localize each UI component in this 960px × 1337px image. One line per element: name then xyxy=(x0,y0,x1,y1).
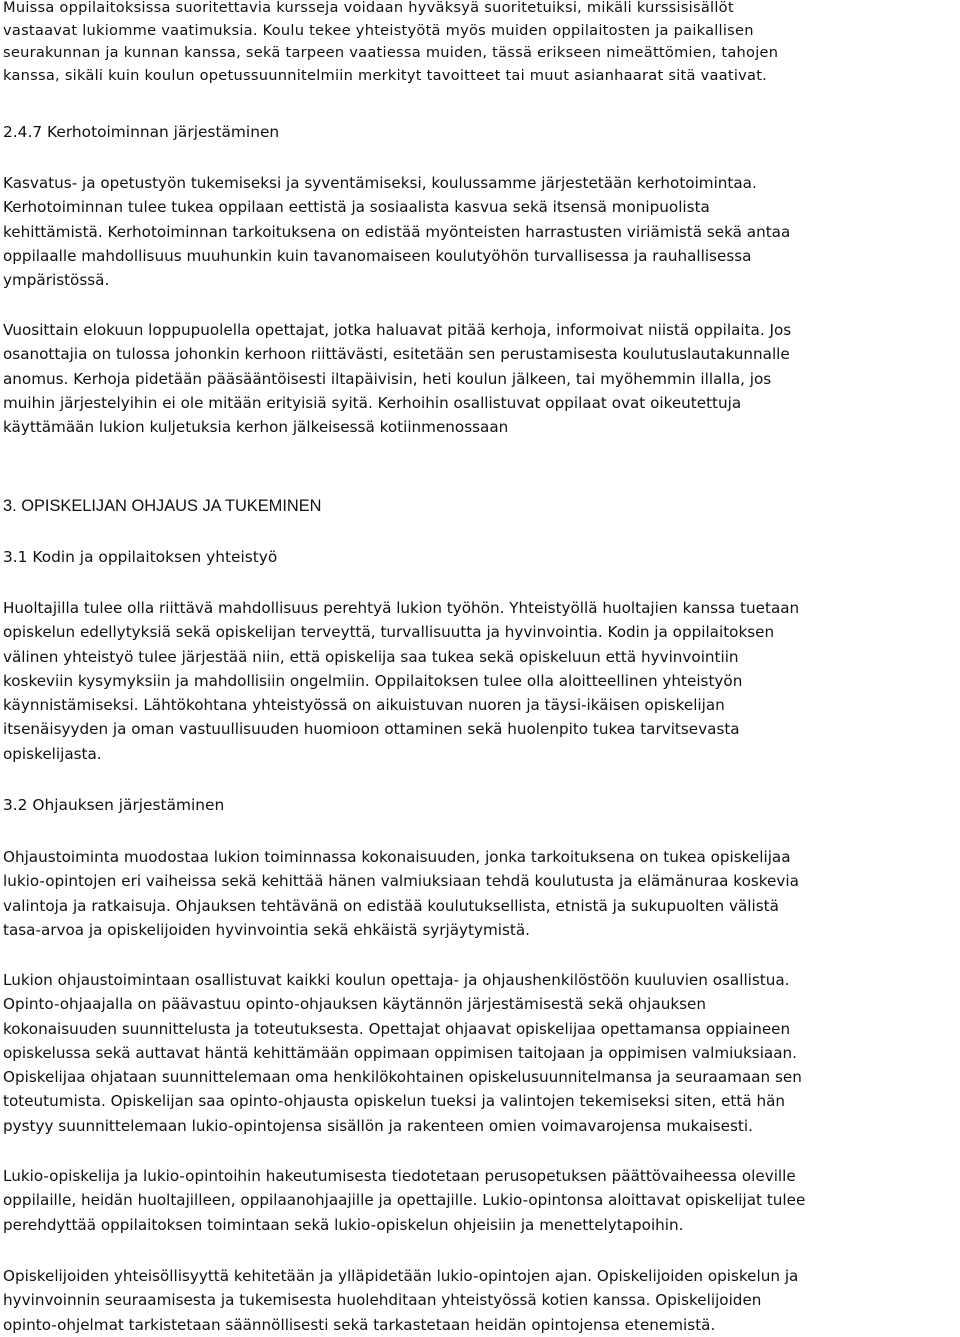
section-3-2-paragraph-1: Ohjaustoiminta muodostaa lukion toiminnassa kokonaisuuden, jonka tarkoituksena on tukea opiskelijaa lukio-opintojen eri vaiheissa sekä kehittää hänen valmiuksiaan tehdä koulutusta ja elämänuraa koskevia valintoja ja ratkaisuja. Ohjauksen tehtävänä on edistää koulutuksellista, etnistä ja sukupuolten välistä tasa-arvoa ja opiskelijoiden hyvinvointia sekä ehkäistä syrjäytymistä. xyxy=(3,848,799,939)
section-2-4-7-heading: 2.4.7 Kerhotoiminnan järjestäminen xyxy=(3,123,280,141)
chapter-3-title: 3. OPISKELIJAN OHJAUS JA TUKEMINEN xyxy=(3,497,322,515)
section-3-1-paragraph-1: Huoltajilla tulee olla riittävä mahdollisuus perehtyä lukion työhön. Yhteistyöllä huoltajien kanssa tuetaan opiskelun edellytyksiä sekä opiskelijan terveyttä, turvallisuutta ja hyvinvointia. Kodin ja oppilaitoksen välinen yhteistyö tulee järjestää niin, että opiskelija saa tukea sekä opiskeluun että hyvinvointiin koskeviin kysymyksiin ja mahdollisiin ongelmiin. Oppilaitoksen tulee olla aloitteellinen yhteistyön käynnistämiseksi. Lähtökohtana yhteistyössä on aikuistuvan nuoren ja täysi-ikäisen opiskelijan itsenäisyyden ja oman vastuullisuuden huomioon ottaminen sekä huolenpito tukea tarvitsevasta opiskelijasta. xyxy=(3,599,800,763)
section-3-1-heading: 3.1 Kodin ja oppilaitoksen yhteistyö xyxy=(3,548,278,566)
section-3-2-paragraph-4: Opiskelijoiden yhteisöllisyyttä kehitetään ja ylläpidetään lukio-opintojen ajan. Opiskelijoiden opiskelun ja hyvinvoinnin seuraamisesta ja tukemisesta huolehditaan yhteistyössä kotien kanssa. Opiskelijoiden opinto-ohjelmat tarkistetaan säännöllisesti sekä tarkastetaan heidän opintojensa etenemistä. xyxy=(3,1267,799,1334)
section-2-4-7-paragraph-1: Kasvatus- ja opetustyön tukemiseksi ja syventämiseksi, koulussamme järjestetään kerhotoimintaa. Kerhotoiminnan tulee tukea oppilaan eettistä ja sosiaalista kasvua sekä itsensä monipuolista kehittämistä. Kerhotoiminnan tarkoituksena on edistää myönteisten harrastusten viriämistä sekä antaa oppilaalle mahdollisuus muuhunkin kuin tavanomaiseen koulutyöhön turvallisessa ja rauhallisessa ympäristössä. xyxy=(3,174,791,290)
intro-paragraph: Muissa oppilaitoksissa suoritettavia kursseja voidaan hyväksyä suoritetuiksi, mikäli kurssisisällöt vastaavat lukiomme vaatimuksia. Koulu tekee yhteistyötä myös muiden oppilaitosten ja paikallisen seurakunnan ja kunnan kanssa, sekä tarpeen vaatiessa muiden, tässä erikseen nimeättömien, tahojen kanssa, sikäli kuin koulun opetussuunnitelmiin merkityt tavoitteet tai muut asianhaarat sitä vaativat. xyxy=(3,0,779,84)
section-3-2-paragraph-2: Lukion ohjaustoimintaan osallistuvat kaikki koulun opettaja- ja ohjaushenkilöstöön kuuluvien osallistua. Opinto-ohjaajalla on päävastuu opinto-ohjauksen käytännön järjestämisestä sekä ohjauksen kokonaisuuden suunnittelusta ja toteutuksesta. Opettajat ohjaavat opiskelijaa opettamansa oppiaineen opiskelussa sekä auttavat häntä kehittämään oppimaan oppimisen taitojaan ja oppimisen valmiuksiaan. Opiskelijaa ohjataan suunnittelemaan oma henkilökohtainen opiskelusuunnitelmansa ja seuraamaan sen toteutumista. Opiskelijan saa opinto-ohjausta opiskelun tueksi ja valintojen tekemiseksi siten, että hän pystyy suunnittelemaan lukio-opintojensa sisällön ja rakenteen omien voimavarojensa mukaisesti. xyxy=(3,971,802,1135)
section-3-2-heading: 3.2 Ohjauksen järjestäminen xyxy=(3,796,225,814)
section-2-4-7-paragraph-2: Vuosittain elokuun loppupuolella opettajat, jotka haluavat pitää kerhoja, informoivat niistä oppilaita. Jos osanottajia on tulossa johonkin kerhoon riittävästi, esitetään sen perustamisesta koulutuslautakunnalle anomus. Kerhoja pidetään pääsääntöisesti iltapäivisin, heti koulun jälkeen, tai myöhemmin illalla, jos muihin järjestelyihin ei ole mitään erityisiä syitä. Kerhoihin osallistuvat oppilaat ovat oikeutettuja käyttämään lukion kuljetuksia kerhon jälkeisessä kotiinmenossaan xyxy=(3,321,792,437)
section-3-2-paragraph-3: Lukio-opiskelija ja lukio-opintoihin hakeutumisesta tiedotetaan perusopetuksen päättövaiheessa oleville oppilaille, heidän huoltajilleen, oppilaanohjaajille ja opettajille. Lukio-opintonsa aloittavat opiskelijat tulee perehdyttää oppilaitoksen toimintaan sekä lukio-opiskelun ohjeisiin ja menettelytapoihin. xyxy=(3,1167,806,1234)
